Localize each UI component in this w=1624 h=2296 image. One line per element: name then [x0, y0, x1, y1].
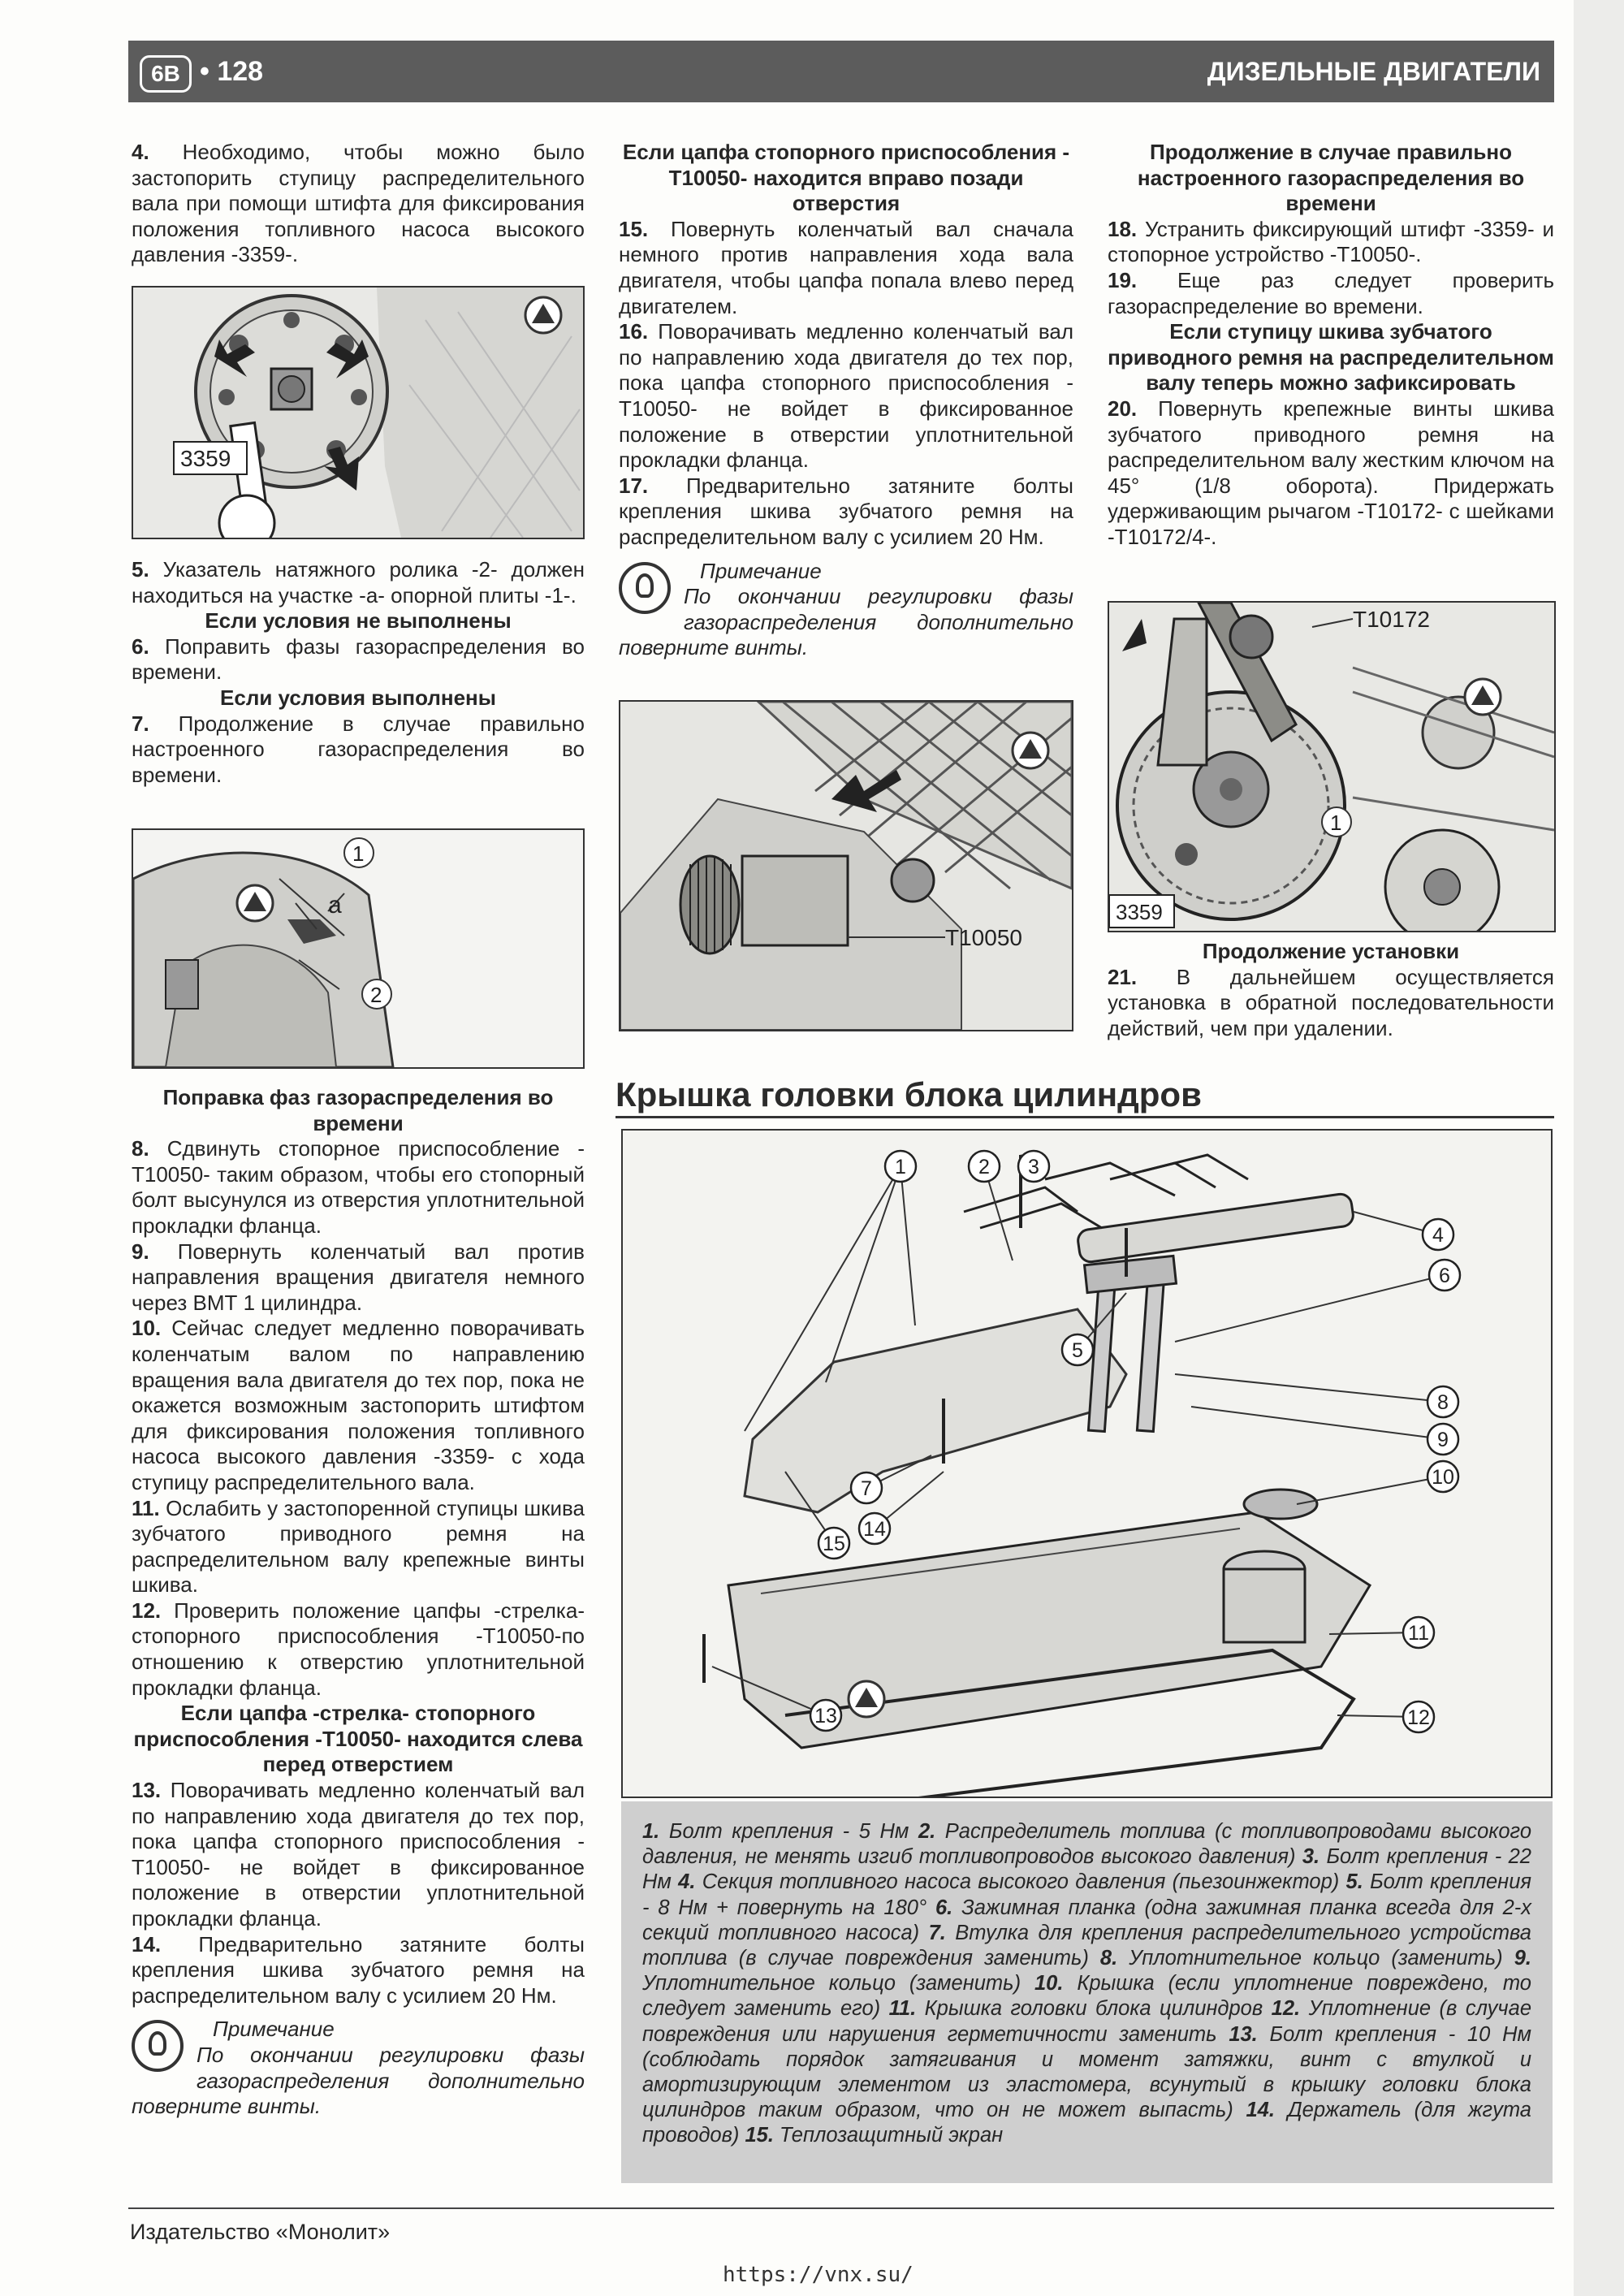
- publisher-logo-icon: [237, 885, 273, 921]
- heading-continue-correct: Продолжение в случае правильно настроенного газораспределения во времени: [1137, 140, 1525, 216]
- column-2-top: [619, 140, 1073, 668]
- column-1-mid: [132, 557, 585, 788]
- callout-5: [1062, 1334, 1093, 1365]
- svg-text:12: 12: [1407, 1706, 1430, 1729]
- step-13: 13. Поворачивать медленно коленчатый вал по направлению хода двигателя до тех пор, пока цапфа стопорного приспособления -T10050- не войдет в фиксированное положение в отверстии уплотнительной прокладки фланца.: [132, 1778, 585, 1931]
- svg-text:10: 10: [1432, 1466, 1454, 1489]
- step-17: 17. Предварительно затяните болты крепления шкива зубчатого ремня на распределительном валу с усилием 20 Нм.: [619, 473, 1073, 549]
- figure-4-label-pin: 3359: [1116, 900, 1163, 924]
- step-15: 15. Повернуть коленчатый вал сначала немного против направления хода вала двигателя, чтобы цапфа попала влево перед двигателем.: [619, 216, 1073, 318]
- svg-text:6: 6: [1439, 1265, 1450, 1287]
- figure-4-label-1: 1: [1330, 811, 1342, 835]
- publisher-name: Издательство «Монолит»: [130, 2220, 391, 2244]
- heading-conditions-met: Если условия выполнены: [220, 685, 496, 710]
- note-text: По окончании регулировки фазы газораспределения дополнительно поверните винты.: [619, 584, 1073, 660]
- step-18: 18. Устранить фиксирующий штифт -3359- и стопорное устройство -T10050-.: [1108, 216, 1554, 267]
- figure-2-label-1: 1: [352, 841, 365, 866]
- step-9: 9. Повернуть коленчатый вал против направления вращения двигателя немного через ВМТ 1 цилиндра.: [132, 1239, 585, 1315]
- callout-11: [1403, 1617, 1434, 1648]
- svg-text:4: 4: [1432, 1224, 1444, 1247]
- svg-text:8: 8: [1437, 1391, 1449, 1414]
- step-7: 7. Продолжение в случае правильно настроенного газораспределения во времени.: [132, 711, 585, 787]
- callout-8: [1427, 1386, 1458, 1417]
- legend-item: 11. Крышка головки блока цилиндров: [888, 1997, 1272, 2021]
- note-title: Примечание: [700, 558, 822, 583]
- legend-item: 12. Уплотнение (в случае повреждения или нарушения герметичности заменить: [642, 1997, 1531, 2046]
- step-19: 19. Еще раз следует проверить газораспределение во времени.: [1108, 267, 1554, 318]
- column-3-bottom: [1108, 939, 1554, 1041]
- publisher-logo-icon: [849, 1681, 884, 1717]
- legend-item: 8. Уплотнительное кольцо (заменить): [1099, 1947, 1514, 1970]
- legend-item: 15. Теплозащитный экран: [745, 2124, 1004, 2147]
- heading-timing-correction: Поправка фаз газораспределения во времени: [162, 1085, 554, 1135]
- svg-text:2: 2: [978, 1156, 990, 1178]
- callout-12: [1403, 1701, 1434, 1732]
- callout-2: [969, 1151, 1000, 1182]
- step-12: 12. Проверить положение цапфы -стрелка- стопорного приспособления -T10050-по отношению к отверстию уплотнительной прокладки фланца.: [132, 1598, 585, 1700]
- legend-item: 10. Крышка (если уплотнение повреждено, то следует заменить его): [642, 1972, 1531, 2021]
- publisher-logo-icon: [1465, 679, 1501, 715]
- footer-rule: [128, 2207, 1554, 2209]
- lightbulb-icon: [132, 2020, 184, 2072]
- figure-tensioner-pointer: [132, 828, 585, 1069]
- step-21: 21. В дальнейшем осуществляется установка в обратной последовательности действий, чем при удалении.: [1108, 964, 1554, 1040]
- page-spine-shadow: [1574, 0, 1624, 2296]
- svg-text:9: 9: [1437, 1429, 1449, 1451]
- step-11: 11. Ослабить у застопоренной ступицы шкива зубчатого приводного ремня на распределительном валу крепежные винты шкива.: [132, 1495, 585, 1598]
- step-6: 6. Поправить фазы газораспределения во времени.: [132, 633, 585, 685]
- callout-13: [810, 1700, 841, 1731]
- svg-text:13: 13: [814, 1705, 837, 1727]
- callout-4: [1423, 1219, 1453, 1250]
- figure-locking-tool-t10050: [619, 700, 1073, 1031]
- figure-1-label: 3359: [180, 446, 231, 471]
- figure-2-label-a: a: [328, 892, 342, 919]
- step-8: 8. Сдвинуть стопорное приспособление -T10050- таким образом, чтобы его стопорный болт высунулся из отверстия уплотнительной прокладки фланца.: [132, 1136, 585, 1238]
- svg-text:1: 1: [895, 1156, 906, 1178]
- column-1-top: [132, 140, 585, 268]
- figure-3-label: T10050: [945, 925, 1022, 950]
- legend-item: 13. Болт крепления - 10 Нм (соблюдать порядок затягивания и момент затяжки, винт с втулкой и амортизирующим элементом из эластомера, всунутый в крышку головки блока цилиндров таким образом, что он не может выпасть): [642, 2022, 1531, 2122]
- callout-1: [885, 1151, 916, 1182]
- publisher-logo-icon: [525, 297, 561, 333]
- page-number: • 128: [200, 56, 264, 87]
- note-block-2: [619, 559, 1073, 661]
- source-url[interactable]: https://vnx.su/: [723, 2263, 914, 2287]
- svg-text:7: 7: [861, 1477, 872, 1500]
- step-14: 14. Предварительно затяните болты крепления шкива зубчатого ремня на распределительном валу с усилием 20 Нм.: [132, 1931, 585, 2008]
- figure-holding-lever-t10172: [1108, 601, 1556, 932]
- callout-9: [1427, 1424, 1458, 1455]
- heading-pin-left: Если цапфа -стрелка- стопорного приспособления -T10050- находится слева перед отверстием: [133, 1701, 583, 1777]
- heading-continue-install: Продолжение установки: [1202, 939, 1460, 963]
- legend-item: 9. Уплотнительное кольцо (заменить): [642, 1947, 1531, 1995]
- heading-pin-right: Если цапфа стопорного приспособления -T10050- находится вправо позади отверстия: [622, 140, 1070, 216]
- note-title: Примечание: [213, 2017, 335, 2042]
- heading-underline: [615, 1116, 1554, 1118]
- legend-item: 6. Зажимная планка (одна зажимная планка всегда для 2-х секций топливного насоса): [642, 1896, 1532, 1944]
- legend-item: 1. Болт крепления - 5 Нм: [642, 1820, 918, 1843]
- chapter-badge: 6B: [140, 55, 192, 93]
- section-heading: Крышка головки блока цилиндров: [615, 1075, 1202, 1113]
- figure-2-label-2: 2: [370, 983, 382, 1007]
- callout-7: [851, 1472, 882, 1503]
- legend-item: 4. Секция топливного насоса высокого давления (пьезоинжектор): [678, 1870, 1346, 1894]
- note-text: По окончании регулировки фазы газораспределения дополнительно поверните винты.: [132, 2042, 585, 2119]
- callout-3: [1018, 1151, 1049, 1182]
- figure-cylinder-head-cover-exploded: [621, 1129, 1553, 1798]
- legend-item: 5. Болт крепления - 8 Нм + повернуть на 180°: [642, 1870, 1531, 1919]
- svg-text:14: 14: [863, 1518, 886, 1541]
- svg-text:15: 15: [823, 1533, 845, 1555]
- step-5: 5. Указатель натяжного ролика -2- должен находиться на участке -а- опорной плиты -1-.: [132, 557, 585, 608]
- note-block-1: [132, 2017, 585, 2119]
- callout-15: [818, 1528, 849, 1559]
- column-1-bottom: [132, 1085, 585, 2126]
- lightbulb-icon: [619, 562, 671, 614]
- callout-14: [859, 1513, 890, 1544]
- callout-10: [1427, 1461, 1458, 1492]
- heading-conditions-not-met: Если условия не выполнены: [205, 608, 512, 633]
- svg-text:3: 3: [1028, 1156, 1039, 1178]
- publisher-logo-icon: [1013, 733, 1048, 768]
- section-title: ДИЗЕЛЬНЫЕ ДВИГАТЕЛИ: [1207, 57, 1540, 86]
- callout-6: [1429, 1260, 1460, 1291]
- diagram-legend: [621, 1801, 1553, 2183]
- step-10: 10. Сейчас следует медленно поворачивать коленчатым валом по направлению вращения вала двигателя до тех пор, пока не окажется возможным застопорить штифтом для фиксирования положения топливного насоса высокого давления -3359- с хода ступицу распределительного вала.: [132, 1316, 585, 1494]
- legend-item: 2. Распределитель топлива (с топливопроводами высокого давления, не менять изгиб топливопроводов высокого давления): [642, 1820, 1532, 1869]
- svg-text:5: 5: [1072, 1339, 1083, 1362]
- heading-hub-locked: Если ступицу шкива зубчатого приводного ремня на распределительном валу теперь можно зафиксировать: [1108, 319, 1554, 396]
- svg-text:11: 11: [1408, 1622, 1429, 1645]
- legend-item: 3. Болт крепления - 22 Нм: [642, 1845, 1531, 1894]
- step-16: 16. Поворачивать медленно коленчатый вал по направлению хода двигателя до тех пор, пока цапфа стопорного приспособления -T10050- не войдет в фиксированное положение в отверстии уплотнительной прокладки фланца.: [619, 319, 1073, 473]
- figure-4-label-tool: T10172: [1353, 607, 1430, 632]
- legend-item: 7. Втулка для крепления распределительного устройства топлива (в случае повреждения заменить): [642, 1921, 1531, 1970]
- column-3-top: [1108, 140, 1554, 551]
- legend-item: 14. Держатель (для жгута проводов): [642, 2099, 1531, 2147]
- step-20: 20. Повернуть крепежные винты шкива зубчатого приводного ремня на распределительном валу жестким ключом на 45° (1/8 оборота). Придержать удерживающим рычагом -T10172- с шейками -T10172/4-.: [1108, 396, 1554, 549]
- figure-camshaft-hub-3359: [132, 286, 585, 539]
- step-4: 4. Необходимо, чтобы можно было застопорить ступицу распределительного вала при помощи штифта для фиксирования положения топливного насоса высокого давления -3359-.: [132, 140, 585, 267]
